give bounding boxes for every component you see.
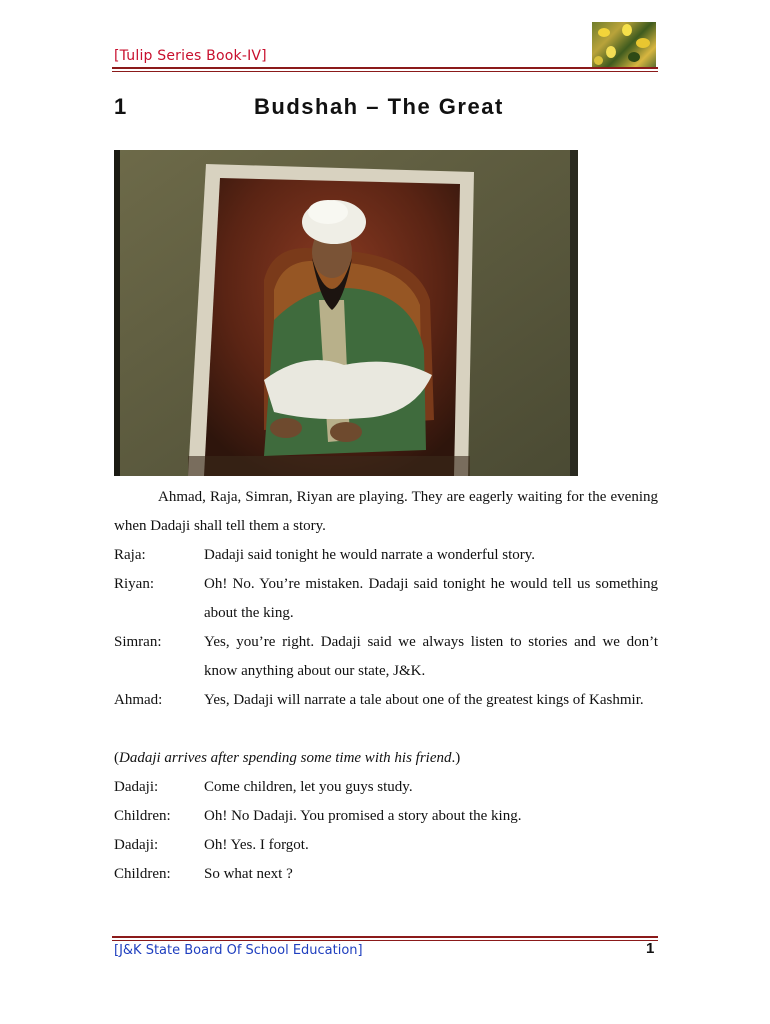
speaker-label: Children: bbox=[114, 866, 171, 882]
dialogue-line: Dadaji said tonight he would narrate a wonderful story. bbox=[204, 547, 536, 563]
header-divider bbox=[112, 67, 658, 69]
dialogue-line: Come children, let you guys study. bbox=[204, 779, 413, 795]
tulip-flowers-icon bbox=[592, 22, 656, 68]
speaker-label: Riyan: bbox=[114, 576, 154, 592]
speaker-label: Raja: bbox=[114, 547, 146, 563]
footer-divider bbox=[112, 936, 658, 938]
stage-open: ( bbox=[114, 750, 119, 766]
stage-close: .) bbox=[451, 750, 461, 766]
dialogue-line: Oh! No Dadaji. You promised a story about the king. bbox=[204, 808, 522, 824]
intro-paragraph: Ahmad, Raja, Simran, Riyan are playing. They are eagerly waiting for the evening when Dadaji shall tell them a story. bbox=[114, 489, 658, 534]
speaker-label: Ahmad: bbox=[114, 692, 163, 708]
dialogue-line: So what next ? bbox=[204, 866, 293, 882]
budshah-portrait-image bbox=[114, 150, 578, 476]
page-number: 1 bbox=[646, 940, 655, 957]
speaker-label: Dadaji: bbox=[114, 837, 159, 853]
chapter-title: Budshah – The Great bbox=[254, 94, 504, 119]
dialogue-line: Oh! No. You’re mistaken. Dadaji said tonight he would tell us something about the king. bbox=[204, 576, 658, 621]
stage-text: Dadaji arrives after spending some time with his friend bbox=[119, 750, 452, 766]
speaker-label: Children: bbox=[114, 808, 171, 824]
chapter-number: 1 bbox=[114, 94, 127, 119]
footer-divider-thin bbox=[112, 940, 658, 941]
dialogue-line: Yes, you’re right. Dadaji said we always listen to stories and we don’t know anything about our state, J&K. bbox=[204, 634, 658, 679]
header-divider-thin bbox=[112, 71, 658, 72]
dialogue-line: Oh! Yes. I forgot. bbox=[204, 837, 309, 853]
stage-direction bbox=[114, 744, 460, 773]
footer-publisher: [J&K State Board Of School Education] bbox=[114, 943, 363, 958]
series-title: [Tulip Series Book-IV] bbox=[114, 48, 267, 64]
dialogue-line: Yes, Dadaji will narrate a tale about one of the greatest kings of Kashmir. bbox=[204, 692, 644, 708]
speaker-label: Dadaji: bbox=[114, 779, 159, 795]
speaker-label: Simran: bbox=[114, 634, 162, 650]
